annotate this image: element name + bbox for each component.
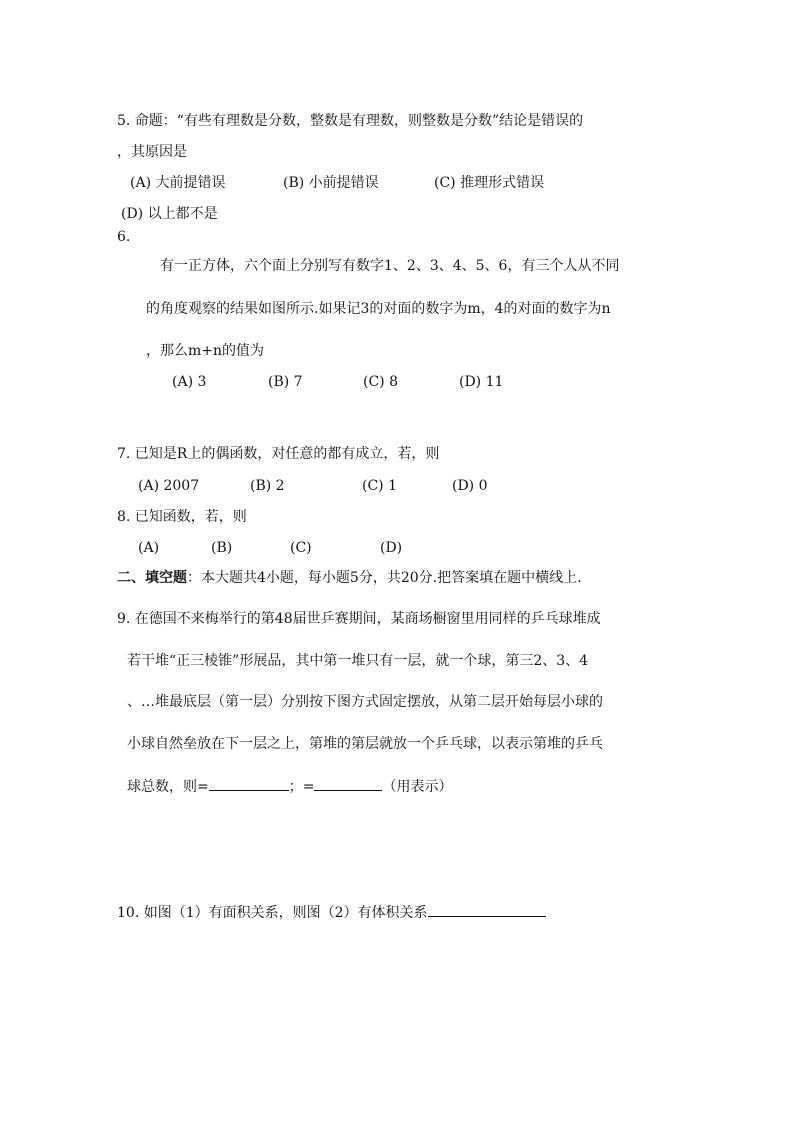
q9-line-3: 、…堆最底层（第一层）分别按下图方式固定摆放，从第二层开始每层小球的 — [127, 694, 603, 710]
q5-option-d: (D) 以上都不是 — [121, 206, 218, 222]
q8-option-a: (A) — [138, 540, 160, 556]
q9-line-2: 若干堆“正三棱锥”形展品，其中第一堆只有一层，就一个球，第三2、3、4 — [127, 653, 589, 669]
q5-option-c: (C) 推理形式错误 — [434, 175, 545, 191]
section-2-instructions: ：本大题共4小题，每小题5分，共20分.把答案填在题中横线上. — [187, 570, 582, 586]
q5-option-b: (B) 小前提错误 — [283, 175, 379, 191]
q9-line-5-part-c: （用表示） — [382, 779, 453, 795]
q5-line-1: 5. 命题：“有些有理数是分数，整数是有理数，则整数是分数”结论是错误的 — [117, 113, 584, 129]
q7-option-d: (D) 0 — [452, 478, 488, 494]
q8-line-1: 8. 已知函数，若，则 — [117, 509, 247, 525]
q10-line-1 — [117, 903, 546, 922]
q9-answer-blank-1[interactable] — [209, 777, 289, 791]
q9-line-5 — [127, 777, 452, 796]
q9-line-5-part-a: 球总数，则= — [127, 779, 209, 795]
q5-line-2: ，其原因是 — [117, 144, 187, 160]
q6-option-a: (A) 3 — [172, 374, 207, 390]
q7-line-1: 7. 已知是R上的偶函数，对任意的都有成立，若，则 — [117, 446, 440, 462]
q5-option-a: (A) 大前提错误 — [130, 175, 226, 191]
q9-line-5-part-b: ；= — [288, 779, 315, 795]
q9-line-4: 小球自然垒放在下一层之上，第堆的第层就放一个乒乓球，以表示第堆的乒乓 — [127, 736, 603, 752]
q6-option-c: (C) 8 — [363, 374, 398, 390]
section-2-heading — [117, 569, 582, 587]
q6-option-b: (B) 7 — [268, 374, 303, 390]
q7-option-a: (A) 2007 — [138, 478, 200, 494]
q10-answer-blank[interactable] — [428, 903, 546, 917]
q9-answer-blank-2[interactable] — [314, 777, 382, 791]
q8-option-c: (C) — [290, 540, 312, 556]
q7-option-c: (C) 1 — [362, 478, 397, 494]
section-2-title: 二、填空题 — [117, 570, 187, 586]
q6-line-3: ，那么m+n的值为 — [146, 343, 265, 359]
q9-line-1: 9. 在德国不来梅举行的第48届世乒赛期间，某商场橱窗里用同样的乒乓球堆成 — [117, 611, 601, 627]
q6-number: 6. — [117, 229, 131, 245]
q7-option-b: (B) 2 — [250, 478, 285, 494]
q8-option-d: (D) — [380, 540, 403, 556]
q6-line-1: 有一正方体，六个面上分别写有数字1、2、3、4、5、6，有三个人从不同 — [160, 258, 620, 274]
q10-text: 10. 如图（1）有面积关系，则图（2）有体积关系 — [117, 905, 428, 921]
q8-option-b: (B) — [211, 540, 233, 556]
q6-line-2: 的角度观察的结果如图所示.如果记3的对面的数字为m，4的对面的数字为n — [146, 301, 611, 317]
q6-option-d: (D) 11 — [459, 374, 504, 390]
